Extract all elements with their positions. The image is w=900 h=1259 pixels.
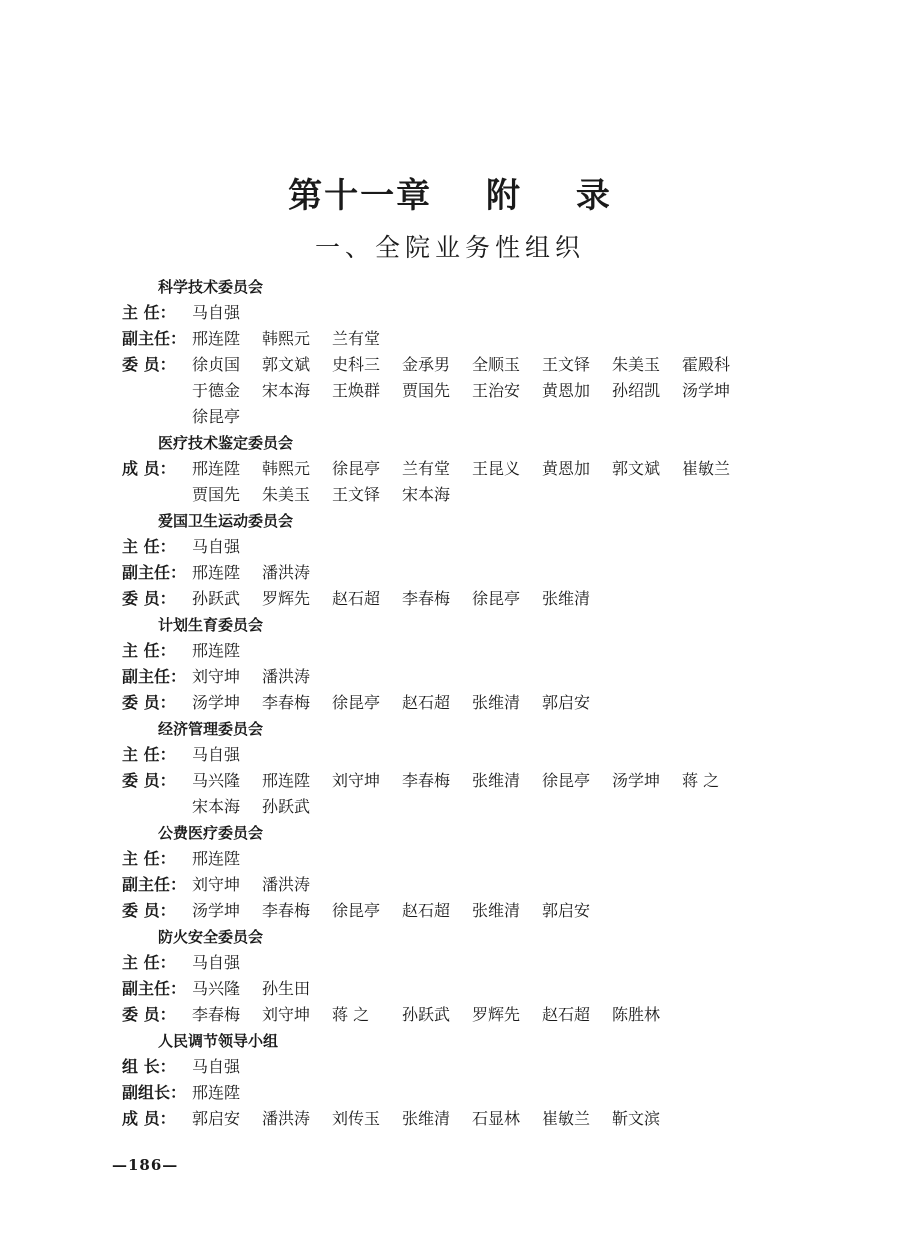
member-name: 马兴隆 (192, 771, 241, 790)
member-list (192, 560, 752, 586)
member-name: 徐昆亭 (332, 901, 381, 920)
member-list (192, 638, 752, 664)
member-name: 马兴隆 (192, 979, 241, 998)
member-name: 马自强 (192, 537, 241, 556)
committee-block (122, 508, 762, 612)
role-row (122, 1002, 762, 1028)
role-row (122, 560, 762, 586)
role-row (122, 456, 762, 508)
member-name: 郭文斌 (262, 355, 311, 374)
member-list (192, 742, 752, 768)
role-label: 副主任： (122, 979, 187, 998)
committee-block (122, 430, 762, 508)
member-name: 张维清 (472, 771, 521, 790)
member-name: 汤学坤 (612, 771, 661, 790)
committee-name: 爱国卫生运动委员会 (158, 512, 294, 530)
member-name: 刘守坤 (332, 771, 381, 790)
member-name: 马自强 (192, 303, 241, 322)
role-row (122, 638, 762, 664)
member-name: 孙跃武 (192, 589, 241, 608)
role-label: 副主任： (122, 667, 187, 686)
member-name: 邢连陞 (192, 563, 241, 582)
member-name: 兰有堂 (332, 329, 381, 348)
member-name: 宋本海 (402, 485, 451, 504)
member-name: 郭文斌 (612, 459, 661, 478)
member-name: 史科三 (332, 355, 381, 374)
role-label: 主 任： (122, 641, 176, 660)
member-name: 于德金 (192, 381, 241, 400)
member-name: 马自强 (192, 953, 241, 972)
member-name: 汤学坤 (682, 381, 731, 400)
member-name: 宋本海 (192, 797, 241, 816)
member-name: 霍殿科 (682, 355, 731, 374)
role-row (122, 1054, 762, 1080)
member-name: 赵石超 (332, 589, 381, 608)
member-list (192, 352, 752, 430)
page-number: —186— (112, 1156, 179, 1174)
member-name: 孙绍凯 (612, 381, 661, 400)
member-name: 徐昆亭 (192, 407, 241, 426)
member-name: 赵石超 (402, 693, 451, 712)
role-row (122, 742, 762, 768)
member-name: 蒋 之 (682, 771, 720, 790)
committee-block (122, 612, 762, 716)
role-label: 副主任： (122, 875, 187, 894)
member-name: 张维清 (542, 589, 591, 608)
member-name: 赵石超 (542, 1005, 591, 1024)
member-list (192, 300, 752, 326)
member-name: 李春梅 (402, 771, 451, 790)
member-name: 刘守坤 (192, 667, 241, 686)
committee-block (122, 1028, 762, 1132)
role-row (122, 846, 762, 872)
role-label: 主 任： (122, 745, 176, 764)
member-name: 韩熙元 (262, 459, 311, 478)
member-name: 邢连陞 (192, 329, 241, 348)
member-name: 徐贞国 (192, 355, 241, 374)
member-name: 兰有堂 (402, 459, 451, 478)
role-row (122, 1080, 762, 1106)
member-name: 石显林 (472, 1109, 521, 1128)
member-name: 郭启安 (542, 693, 591, 712)
member-name: 罗辉先 (472, 1005, 521, 1024)
role-label: 主 任： (122, 849, 176, 868)
member-name: 赵石超 (402, 901, 451, 920)
role-row (122, 300, 762, 326)
member-name: 贾国先 (402, 381, 451, 400)
member-name: 金承男 (402, 355, 451, 374)
member-name: 陈胜林 (612, 1005, 661, 1024)
committee-name: 经济管理委员会 (158, 720, 264, 738)
committee-name: 计划生育委员会 (158, 616, 264, 634)
member-name: 黄恩加 (542, 459, 591, 478)
member-list (192, 768, 752, 820)
member-name: 黄恩加 (542, 381, 591, 400)
member-name: 徐昆亭 (332, 693, 381, 712)
role-label: 副组长： (122, 1083, 187, 1102)
member-list (192, 846, 752, 872)
member-name: 王治安 (472, 381, 521, 400)
role-row (122, 586, 762, 612)
role-label: 主 任： (122, 303, 176, 322)
member-name: 马自强 (192, 1057, 241, 1076)
member-list (192, 950, 752, 976)
member-name: 贾国先 (192, 485, 241, 504)
role-label: 主 任： (122, 537, 176, 556)
member-list (192, 1002, 752, 1028)
committee-name: 人民调节领导小组 (158, 1032, 279, 1050)
member-name: 徐昆亭 (332, 459, 381, 478)
member-name: 郭启安 (542, 901, 591, 920)
member-name: 邢连陞 (192, 1083, 241, 1102)
member-name: 徐昆亭 (472, 589, 521, 608)
member-name: 崔敏兰 (542, 1109, 591, 1128)
role-row (122, 976, 762, 1002)
member-name: 朱美玉 (612, 355, 661, 374)
member-name: 全顺玉 (472, 355, 521, 374)
member-list (192, 456, 752, 508)
role-label: 委 员： (122, 693, 176, 712)
role-label: 委 员： (122, 1005, 176, 1024)
member-list (192, 898, 752, 924)
member-name: 郭启安 (192, 1109, 241, 1128)
role-label: 委 员： (122, 901, 176, 920)
role-row (122, 664, 762, 690)
member-name: 李春梅 (262, 693, 311, 712)
member-list (192, 690, 752, 716)
member-name: 韩熙元 (262, 329, 311, 348)
member-list (192, 872, 752, 898)
member-list (192, 534, 752, 560)
member-name: 罗辉先 (262, 589, 311, 608)
member-name: 汤学坤 (192, 693, 241, 712)
member-list (192, 976, 752, 1002)
member-list (192, 1106, 752, 1132)
role-label: 副主任： (122, 329, 187, 348)
chapter-title: 第十一章 附 录 (288, 176, 612, 216)
member-name: 王焕群 (332, 381, 381, 400)
member-name: 潘洪涛 (262, 875, 311, 894)
member-name: 孙跃武 (402, 1005, 451, 1024)
role-label: 委 员： (122, 355, 176, 374)
role-row (122, 898, 762, 924)
member-name: 张维清 (402, 1109, 451, 1128)
member-name: 李春梅 (192, 1005, 241, 1024)
role-label: 委 员： (122, 589, 176, 608)
member-name: 蒋 之 (332, 1005, 370, 1024)
member-name: 邢连陞 (192, 641, 241, 660)
role-label: 成 员： (122, 459, 176, 478)
member-name: 王文铎 (542, 355, 591, 374)
role-label: 成 员： (122, 1109, 176, 1128)
committee-block (122, 924, 762, 1028)
role-row (122, 326, 762, 352)
committee-block (122, 716, 762, 820)
role-row (122, 950, 762, 976)
member-name: 李春梅 (402, 589, 451, 608)
member-name: 潘洪涛 (262, 1109, 311, 1128)
member-list (192, 1080, 752, 1106)
member-name: 邢连陞 (192, 459, 241, 478)
member-name: 朱美玉 (262, 485, 311, 504)
committee-list (122, 274, 762, 1132)
member-name: 靳文滨 (612, 1109, 661, 1128)
committee-block (122, 820, 762, 924)
member-name: 张维清 (472, 693, 521, 712)
member-name: 邢连陞 (262, 771, 311, 790)
member-list (192, 664, 752, 690)
committee-name: 防火安全委员会 (158, 928, 264, 946)
member-name: 孙跃武 (262, 797, 311, 816)
member-name: 李春梅 (262, 901, 311, 920)
member-list (192, 326, 752, 352)
role-row (122, 352, 762, 430)
member-name: 邢连陞 (192, 849, 241, 868)
member-name: 马自强 (192, 745, 241, 764)
member-name: 潘洪涛 (262, 667, 311, 686)
section-title: 一、全院业务性组织 (314, 233, 585, 262)
member-list (192, 1054, 752, 1080)
role-row (122, 768, 762, 820)
member-name: 孙生田 (262, 979, 311, 998)
role-label: 委 员： (122, 771, 176, 790)
role-label: 主 任： (122, 953, 176, 972)
committee-name: 公费医疗委员会 (158, 824, 264, 842)
member-name: 宋本海 (262, 381, 311, 400)
member-name: 刘传玉 (332, 1109, 381, 1128)
member-name: 刘守坤 (262, 1005, 311, 1024)
role-row (122, 534, 762, 560)
member-name: 刘守坤 (192, 875, 241, 894)
committee-name: 医疗技术鉴定委员会 (158, 434, 294, 452)
member-name: 王文铎 (332, 485, 381, 504)
member-name: 王昆义 (472, 459, 521, 478)
role-row (122, 690, 762, 716)
member-name: 张维清 (472, 901, 521, 920)
member-list (192, 586, 752, 612)
member-name: 崔敏兰 (682, 459, 731, 478)
role-row (122, 1106, 762, 1132)
role-label: 副主任： (122, 563, 187, 582)
committee-name: 科学技术委员会 (158, 278, 264, 296)
role-row (122, 872, 762, 898)
member-name: 汤学坤 (192, 901, 241, 920)
member-name: 徐昆亭 (542, 771, 591, 790)
member-name: 潘洪涛 (262, 563, 311, 582)
committee-block (122, 274, 762, 430)
role-label: 组 长： (122, 1057, 176, 1076)
